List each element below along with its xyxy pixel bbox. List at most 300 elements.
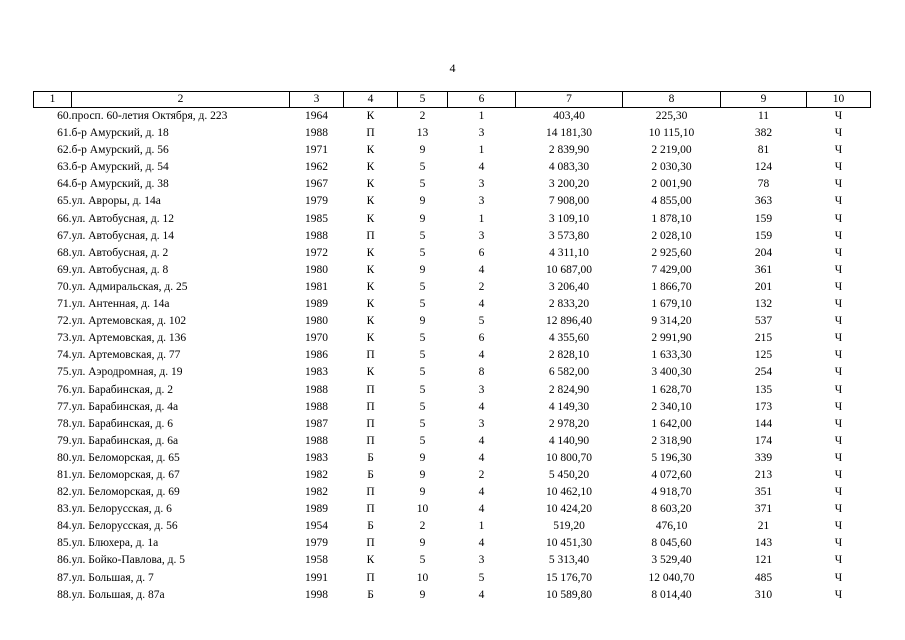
- table-row: [34, 176, 871, 193]
- living-area-cell: 225,30: [655, 110, 688, 122]
- table-row: [34, 108, 871, 126]
- floors-cell: 5: [419, 161, 426, 174]
- living-area-cell: 4 072,60: [651, 468, 692, 481]
- total-area-cell: 3 109,10: [548, 212, 590, 225]
- material-cell: К: [366, 298, 375, 311]
- residents-cell: 363: [754, 195, 773, 208]
- floors-cell: 5: [419, 178, 426, 191]
- residents-cell: 537: [754, 315, 773, 328]
- address-cell: б-р Амурский, д. 54: [71, 161, 169, 174]
- table-row: [34, 125, 871, 142]
- address-cell: ул. Большая, д. 87а: [71, 588, 165, 601]
- address-cell: ул. Автобусная, д. 8: [71, 263, 169, 276]
- type-cell: Ч: [834, 110, 843, 122]
- living-area-cell: 9 314,20: [651, 315, 692, 328]
- year-cell: 1988: [305, 383, 328, 396]
- material-cell: К: [366, 263, 375, 276]
- entrances-cell: 4: [478, 349, 485, 362]
- residents-cell: 143: [754, 537, 773, 550]
- year-cell: 1970: [305, 332, 328, 345]
- residents-cell: 213: [754, 468, 773, 481]
- row-number: 67.: [57, 229, 72, 242]
- year-cell: 1988: [305, 127, 328, 140]
- residents-cell: 382: [754, 127, 773, 140]
- total-area-cell: 6 582,00: [548, 366, 590, 379]
- floors-cell: 9: [419, 486, 426, 499]
- type-cell: Ч: [834, 434, 843, 447]
- table-row: [34, 364, 871, 381]
- type-cell: Ч: [834, 178, 843, 191]
- type-cell: Ч: [834, 451, 843, 464]
- year-cell: 1954: [305, 520, 328, 533]
- entrances-cell: 4: [478, 298, 485, 311]
- floors-cell: 5: [419, 298, 426, 311]
- living-area-cell: 2 991,90: [651, 332, 692, 345]
- total-area-cell: 4 083,30: [548, 161, 590, 174]
- address-cell: ул. Барабинская, д. 6: [71, 417, 173, 430]
- type-cell: Ч: [834, 400, 843, 413]
- material-cell: К: [366, 332, 375, 345]
- column-header: 5: [398, 92, 448, 108]
- floors-cell: 10: [416, 571, 429, 584]
- column-header: 2: [72, 92, 290, 108]
- type-cell: Ч: [834, 229, 843, 242]
- year-cell: 1989: [305, 503, 328, 516]
- total-area-cell: 14 181,30: [546, 127, 592, 140]
- residents-cell: 144: [754, 417, 773, 430]
- row-number: 63.: [57, 161, 72, 174]
- year-cell: 1983: [305, 451, 328, 464]
- year-cell: 1958: [305, 554, 328, 567]
- floors-cell: 5: [419, 246, 426, 259]
- residents-cell: 351: [754, 486, 773, 499]
- residents-cell: 339: [754, 451, 773, 464]
- address-cell: б-р Амурский, д. 56: [71, 144, 169, 157]
- table-row: [34, 518, 871, 535]
- type-cell: Ч: [834, 537, 843, 550]
- residents-cell: 254: [754, 366, 773, 379]
- type-cell: Ч: [834, 332, 843, 345]
- address-cell: б-р Амурский, д. 18: [71, 127, 169, 140]
- row-number: 80.: [57, 451, 72, 464]
- material-cell: Б: [367, 588, 374, 601]
- total-area-cell: 2 978,20: [548, 417, 590, 430]
- floors-cell: 5: [419, 554, 426, 567]
- year-cell: 1983: [305, 366, 328, 379]
- row-number: 78.: [57, 417, 72, 430]
- living-area-cell: 4 855,00: [651, 195, 692, 208]
- address-cell: ул. Антенная, д. 14а: [71, 298, 170, 311]
- row-number: 69.: [57, 263, 72, 276]
- living-area-cell: 2 219,00: [651, 144, 692, 157]
- entrances-cell: 4: [478, 537, 485, 550]
- entrances-cell: 6: [478, 246, 485, 259]
- residents-cell: 78: [757, 178, 770, 191]
- residents-cell: 124: [754, 161, 773, 174]
- type-cell: Ч: [834, 280, 843, 293]
- year-cell: 1967: [305, 178, 328, 191]
- year-cell: 1989: [305, 298, 328, 311]
- floors-cell: 5: [419, 366, 426, 379]
- table-row: [34, 570, 871, 587]
- residents-cell: 159: [754, 229, 773, 242]
- address-cell: ул. Барабинская, д. 4а: [71, 400, 179, 413]
- row-number: 64.: [57, 178, 72, 191]
- row-number: 61.: [57, 127, 72, 140]
- table-row: [34, 211, 871, 228]
- table-row: [34, 279, 871, 296]
- living-area-cell: 1 633,30: [651, 349, 692, 362]
- material-cell: П: [366, 229, 375, 242]
- entrances-cell: 4: [478, 161, 485, 174]
- row-number: 81.: [57, 468, 72, 481]
- entrances-cell: 1: [478, 144, 485, 157]
- address-cell: ул. Белорусская, д. 6: [71, 503, 172, 516]
- year-cell: 1985: [305, 212, 328, 225]
- column-header: 6: [448, 92, 516, 108]
- address-cell: ул. Автобусная, д. 12: [71, 212, 174, 225]
- total-area-cell: 3 200,20: [548, 178, 590, 191]
- living-area-cell: 2 001,90: [651, 178, 692, 191]
- column-header: 8: [623, 92, 721, 108]
- table-row: [34, 262, 871, 279]
- year-cell: 1988: [305, 434, 328, 447]
- living-area-cell: 1 628,70: [651, 383, 692, 396]
- type-cell: Ч: [834, 468, 843, 481]
- floors-cell: 9: [419, 144, 426, 157]
- total-area-cell: 4 311,10: [549, 246, 589, 259]
- entrances-cell: 3: [478, 178, 485, 191]
- residents-cell: 215: [754, 332, 773, 345]
- material-cell: П: [366, 383, 375, 396]
- table-row: [34, 399, 871, 416]
- table-row: [34, 535, 871, 552]
- living-area-cell: 1 679,10: [651, 298, 692, 311]
- address-cell: ул. Беломорская, д. 65: [71, 451, 180, 464]
- material-cell: П: [366, 434, 375, 447]
- year-cell: 1987: [305, 417, 328, 430]
- year-cell: 1980: [305, 315, 328, 328]
- entrances-cell: 4: [478, 263, 485, 276]
- total-area-cell: 10 462,10: [546, 486, 592, 499]
- floors-cell: 9: [419, 263, 426, 276]
- row-number: 79.: [57, 434, 72, 447]
- floors-cell: 5: [419, 229, 426, 242]
- floors-cell: 9: [419, 451, 426, 464]
- entrances-cell: 5: [478, 315, 485, 328]
- total-area-cell: 15 176,70: [546, 571, 592, 584]
- address-cell: ул. Бойко-Павлова, д. 5: [71, 554, 185, 567]
- residents-cell: 135: [754, 383, 773, 396]
- total-area-cell: 10 687,00: [546, 263, 592, 276]
- material-cell: П: [366, 537, 375, 550]
- entrances-cell: 5: [478, 571, 485, 584]
- type-cell: Ч: [834, 298, 843, 311]
- residents-cell: 371: [754, 503, 773, 516]
- column-header: 4: [344, 92, 398, 108]
- address-cell: ул. Барабинская, д. 2: [71, 383, 173, 396]
- address-cell: ул. Беломорская, д. 67: [71, 468, 180, 481]
- address-cell: ул. Беломорская, д. 69: [71, 486, 180, 499]
- material-cell: К: [366, 161, 375, 174]
- table-body: [34, 92, 871, 604]
- floors-cell: 5: [419, 349, 426, 362]
- page-number: 4: [449, 61, 456, 75]
- table-row: [34, 193, 871, 210]
- material-cell: Б: [367, 520, 374, 533]
- year-cell: 1964: [305, 110, 328, 122]
- living-area-cell: 2 925,60: [651, 246, 692, 259]
- floors-cell: 13: [416, 127, 429, 140]
- row-number: 72.: [57, 315, 72, 328]
- material-cell: К: [366, 554, 375, 567]
- row-number: 76.: [57, 383, 72, 396]
- residents-cell: 132: [754, 298, 773, 311]
- year-cell: 1988: [305, 400, 328, 413]
- year-cell: 1986: [305, 349, 328, 362]
- living-area-cell: 1 866,70: [651, 280, 692, 293]
- address-cell: ул. Адмиральская, д. 25: [71, 280, 188, 293]
- entrances-cell: 3: [478, 554, 485, 567]
- material-cell: П: [366, 503, 375, 516]
- type-cell: Ч: [834, 263, 843, 276]
- total-area-cell: 3 206,40: [548, 280, 590, 293]
- year-cell: 1979: [305, 195, 328, 208]
- total-area-cell: 2 824,90: [548, 383, 590, 396]
- type-cell: Ч: [834, 383, 843, 396]
- row-number: 70.: [57, 280, 72, 293]
- living-area-cell: 4 918,70: [651, 486, 692, 499]
- residents-cell: 121: [754, 554, 773, 567]
- material-cell: К: [366, 178, 375, 191]
- floors-cell: 5: [419, 434, 426, 447]
- type-cell: Ч: [834, 127, 843, 140]
- residents-cell: 11: [757, 110, 770, 122]
- floors-cell: 9: [419, 537, 426, 550]
- year-cell: 1998: [305, 588, 328, 601]
- row-number: 68.: [57, 246, 72, 259]
- type-cell: Ч: [834, 195, 843, 208]
- living-area-cell: 8 603,20: [651, 503, 692, 516]
- row-number: 85.: [57, 537, 72, 550]
- total-area-cell: 2 839,90: [548, 144, 590, 157]
- row-number: 73.: [57, 332, 72, 345]
- total-area-cell: 12 896,40: [546, 315, 592, 328]
- type-cell: Ч: [834, 212, 843, 225]
- entrances-cell: 4: [478, 451, 485, 464]
- row-number: 60.: [57, 110, 72, 122]
- residents-cell: 310: [754, 588, 773, 601]
- type-cell: Ч: [834, 486, 843, 499]
- type-cell: Ч: [834, 315, 843, 328]
- year-cell: 1981: [305, 280, 328, 293]
- table-row: [34, 142, 871, 159]
- living-area-cell: 2 340,10: [651, 400, 692, 413]
- living-area-cell: 2 030,30: [651, 161, 692, 174]
- living-area-cell: 2 028,10: [651, 229, 692, 242]
- year-cell: 1982: [305, 486, 328, 499]
- year-cell: 1991: [305, 571, 328, 584]
- residents-cell: 174: [754, 434, 773, 447]
- table-row: [34, 501, 871, 518]
- row-number: 83.: [57, 503, 72, 516]
- floors-cell: 9: [419, 315, 426, 328]
- row-number: 84.: [57, 520, 72, 533]
- year-cell: 1988: [305, 229, 328, 242]
- type-cell: Ч: [834, 366, 843, 379]
- table-row: [34, 347, 871, 364]
- type-cell: Ч: [834, 554, 843, 567]
- total-area-cell: 5 450,20: [548, 468, 590, 481]
- total-area-cell: 10 800,70: [546, 451, 592, 464]
- floors-cell: 5: [419, 280, 426, 293]
- floors-cell: 5: [419, 417, 426, 430]
- total-area-cell: 10 589,80: [546, 588, 592, 601]
- material-cell: П: [366, 127, 375, 140]
- living-area-cell: 476,10: [655, 520, 688, 533]
- entrances-cell: 4: [478, 434, 485, 447]
- table-row: [34, 416, 871, 433]
- material-cell: Б: [367, 451, 374, 464]
- type-cell: Ч: [834, 246, 843, 259]
- row-number: 82.: [57, 486, 72, 499]
- entrances-cell: 2: [478, 468, 485, 481]
- residents-cell: 159: [754, 212, 773, 225]
- table-row: [34, 552, 871, 569]
- residents-cell: 361: [754, 263, 773, 276]
- table-row: [34, 433, 871, 450]
- entrances-cell: 4: [478, 503, 485, 516]
- floors-cell: 5: [419, 400, 426, 413]
- material-cell: К: [366, 315, 375, 328]
- row-number: 77.: [57, 400, 72, 413]
- total-area-cell: 403,40: [553, 110, 585, 122]
- type-cell: Ч: [834, 571, 843, 584]
- material-cell: К: [366, 366, 375, 379]
- housing-table: [33, 91, 871, 604]
- floors-cell: 2: [419, 110, 426, 122]
- entrances-cell: 3: [478, 195, 485, 208]
- total-area-cell: 7 908,00: [548, 195, 590, 208]
- material-cell: К: [366, 195, 375, 208]
- table-row: [34, 382, 871, 399]
- year-cell: 1979: [305, 537, 328, 550]
- table-row: [34, 159, 871, 176]
- row-number: 88.: [57, 588, 72, 601]
- address-cell: б-р Амурский, д. 38: [71, 178, 169, 191]
- total-area-cell: 4 355,60: [548, 332, 590, 345]
- residents-cell: 204: [754, 246, 773, 259]
- row-number: 87.: [57, 571, 72, 584]
- living-area-cell: 5 196,30: [651, 451, 692, 464]
- living-area-cell: 8 014,40: [651, 588, 692, 601]
- year-cell: 1972: [305, 246, 328, 259]
- floors-cell: 2: [419, 520, 426, 533]
- address-cell: ул. Автобусная, д. 2: [71, 246, 169, 259]
- entrances-cell: 3: [478, 229, 485, 242]
- table-row: [34, 484, 871, 501]
- floors-cell: 10: [416, 503, 429, 516]
- year-cell: 1982: [305, 468, 328, 481]
- year-cell: 1971: [305, 144, 328, 157]
- total-area-cell: 4 140,90: [548, 434, 590, 447]
- total-area-cell: 5 313,40: [548, 554, 590, 567]
- row-number: 62.: [57, 144, 72, 157]
- residents-cell: 201: [754, 280, 773, 293]
- entrances-cell: 4: [478, 400, 485, 413]
- address-cell: ул. Белорусская, д. 56: [71, 520, 178, 533]
- total-area-cell: 10 451,30: [546, 537, 592, 550]
- material-cell: П: [366, 571, 375, 584]
- floors-cell: 5: [419, 332, 426, 345]
- living-area-cell: 2 318,90: [651, 434, 692, 447]
- total-area-cell: 2 828,10: [548, 349, 590, 362]
- floors-cell: 5: [419, 383, 426, 396]
- table-row: [34, 245, 871, 262]
- living-area-cell: 3 529,40: [651, 554, 692, 567]
- residents-cell: 21: [757, 520, 770, 533]
- row-number: 66.: [57, 212, 72, 225]
- row-number: 86.: [57, 554, 72, 567]
- row-number: 75.: [57, 366, 72, 379]
- column-header: 10: [807, 92, 871, 108]
- entrances-cell: 2: [478, 280, 485, 293]
- table-row: [34, 587, 871, 604]
- material-cell: К: [366, 144, 375, 157]
- floors-cell: 9: [419, 588, 426, 601]
- row-number: 74.: [57, 349, 72, 362]
- address-cell: ул. Барабинская, д. 6а: [71, 434, 179, 447]
- type-cell: Ч: [834, 144, 843, 157]
- column-header: 9: [721, 92, 807, 108]
- entrances-cell: 1: [478, 110, 485, 122]
- material-cell: К: [366, 280, 375, 293]
- row-number: 71.: [57, 298, 72, 311]
- address-cell: ул. Автобусная, д. 14: [71, 229, 174, 242]
- total-area-cell: 2 833,20: [548, 298, 590, 311]
- living-area-cell: 12 040,70: [648, 571, 695, 584]
- residents-cell: 173: [754, 400, 773, 413]
- living-area-cell: 10 115,10: [648, 127, 695, 140]
- entrances-cell: 3: [478, 417, 485, 430]
- living-area-cell: 7 429,00: [651, 263, 692, 276]
- year-cell: 1962: [305, 161, 328, 174]
- type-cell: Ч: [834, 161, 843, 174]
- entrances-cell: 1: [478, 520, 485, 533]
- entrances-cell: 6: [478, 332, 485, 345]
- material-cell: К: [366, 110, 375, 122]
- column-header: 1: [34, 92, 72, 108]
- table-row: [34, 228, 871, 245]
- address-cell: ул. Большая, д. 7: [71, 571, 154, 584]
- address-cell: ул. Артемовская, д. 136: [71, 332, 187, 345]
- entrances-cell: 8: [478, 366, 485, 379]
- residents-cell: 485: [754, 571, 773, 584]
- residents-cell: 125: [754, 349, 773, 362]
- floors-cell: 9: [419, 468, 426, 481]
- material-cell: П: [366, 349, 375, 362]
- entrances-cell: 1: [478, 212, 485, 225]
- address-cell: просп. 60-летия Октября, д. 223: [71, 110, 228, 122]
- table-row: [34, 467, 871, 484]
- year-cell: 1980: [305, 263, 328, 276]
- address-cell: ул. Авроры, д. 14а: [71, 195, 161, 208]
- entrances-cell: 3: [478, 127, 485, 140]
- table-row: [34, 330, 871, 347]
- address-cell: ул. Артемовская, д. 77: [71, 349, 181, 362]
- total-area-cell: 10 424,20: [546, 503, 592, 516]
- type-cell: Ч: [834, 417, 843, 430]
